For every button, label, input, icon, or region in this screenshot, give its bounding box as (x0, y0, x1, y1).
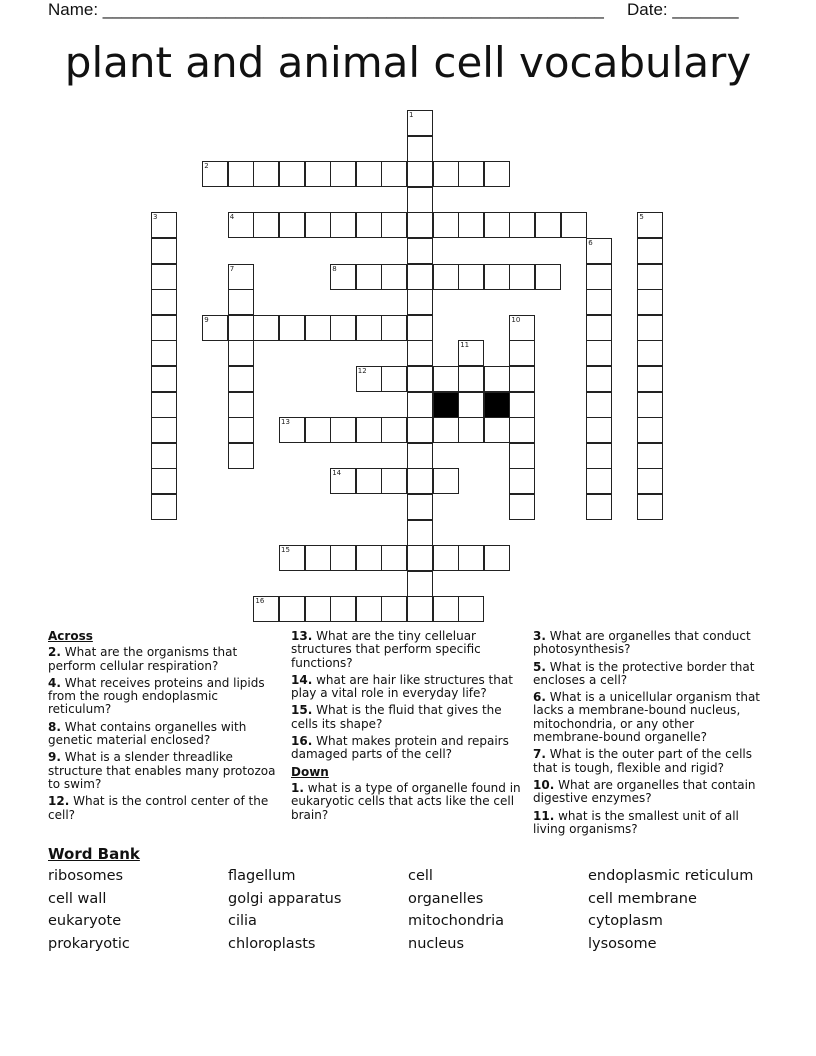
grid-cell[interactable] (228, 315, 254, 341)
grid-cell[interactable] (253, 161, 279, 187)
grid-cell[interactable] (458, 417, 484, 443)
clue-down-6 (533, 691, 765, 744)
grid-cell[interactable] (381, 366, 407, 392)
word-bank-item: lysosome (588, 935, 657, 952)
clue-down-1 (291, 782, 523, 822)
clue-number-label: 1 (409, 111, 414, 119)
grid-cell[interactable] (637, 468, 663, 494)
grid-cell[interactable] (535, 264, 561, 290)
clue-across-12 (48, 795, 280, 822)
word-bank-item: cytoplasm (588, 913, 663, 930)
grid-cell[interactable] (381, 596, 407, 622)
grid-cell[interactable] (407, 366, 433, 392)
grid-cell[interactable] (330, 161, 356, 187)
clue-down-10 (533, 779, 765, 806)
grid-cell[interactable] (637, 315, 663, 341)
clue-text: what is a type of organelle found in eukaryotic cells that acts like the cell brain? (291, 780, 521, 822)
clue-text: What are organelles that contain digestive enzymes? (533, 777, 756, 806)
clue-number: 15. (291, 703, 313, 718)
clue-number-label: 12 (357, 367, 367, 375)
grid-cell[interactable] (151, 494, 177, 520)
clue-number: 14. (291, 672, 313, 687)
grid-cell[interactable] (433, 468, 459, 494)
grid-cell[interactable] (637, 289, 663, 315)
word-bank-item: ribosomes (48, 868, 124, 884)
grid-cell[interactable] (407, 468, 433, 494)
across-heading: Across (48, 629, 93, 643)
clue-number: 1. (291, 780, 304, 795)
grid-cell[interactable] (356, 417, 382, 443)
clue-text: What are the organisms that perform cellular respiration? (48, 645, 238, 673)
grid-cell[interactable] (509, 494, 535, 520)
clue-number: 4. (48, 675, 61, 690)
grid-cell[interactable] (228, 417, 254, 443)
grid-cell[interactable] (356, 545, 382, 571)
grid-cell[interactable] (586, 468, 612, 494)
grid-cell[interactable] (356, 468, 382, 494)
clue-text: what are hair like structures that play a vital role in everyday life? (291, 672, 513, 701)
grid-cell[interactable] (407, 571, 433, 597)
grid-cell[interactable] (151, 264, 177, 290)
grid-cell[interactable] (586, 366, 612, 392)
word-bank-item: cilia (228, 913, 257, 930)
clue-across-16 (291, 735, 523, 762)
clue-number-label: 2 (204, 162, 209, 171)
word-bank-item: chloroplasts (228, 935, 316, 952)
grid-cell[interactable] (458, 161, 484, 187)
grid-cell[interactable] (279, 161, 305, 187)
grid-cell[interactable] (484, 161, 510, 187)
grid-cell[interactable] (458, 212, 484, 238)
grid-cell[interactable] (407, 136, 433, 162)
grid-cell[interactable] (484, 417, 510, 443)
clue-down-3 (533, 630, 765, 657)
clue-number: 8. (48, 719, 61, 734)
clue-number: 5. (533, 659, 546, 674)
clue-number-label: 4 (229, 213, 235, 222)
grid-cell[interactable] (509, 417, 535, 443)
grid-cell[interactable] (151, 468, 177, 494)
grid-cell[interactable] (484, 212, 510, 238)
word-bank-item: cell (408, 868, 433, 884)
clue-across-15 (291, 704, 523, 731)
grid-cell[interactable] (356, 264, 382, 290)
blocked-cell (433, 392, 459, 418)
grid-cell[interactable] (151, 340, 177, 366)
grid-cell[interactable] (407, 392, 433, 418)
grid-cell[interactable] (509, 264, 535, 290)
grid-cell[interactable] (586, 264, 612, 290)
grid-cell[interactable] (586, 315, 612, 341)
grid-cell[interactable] (586, 443, 612, 469)
grid-cell[interactable] (151, 443, 177, 469)
clue-number-label: 9 (204, 315, 209, 324)
grid-cell[interactable] (433, 366, 459, 392)
grid-cell[interactable] (151, 289, 177, 315)
grid-cell[interactable] (586, 289, 612, 315)
name-field[interactable]: Name: _____________________________________________________ (48, 0, 604, 19)
grid-cell[interactable] (458, 264, 484, 290)
word-bank-title: Word Bank (48, 845, 140, 863)
clue-number-label: 6 (588, 239, 593, 247)
clue-across-2 (48, 646, 280, 673)
grid-cell[interactable] (356, 161, 382, 187)
grid-cell[interactable] (509, 366, 535, 392)
clue-text: What is a unicellular organism that lacks a membrane-bound nucleus, mitochondria, or any other membrane-bound organelle? (533, 690, 760, 745)
grid-cell[interactable] (509, 392, 535, 418)
grid-cell[interactable] (586, 340, 612, 366)
word-bank-item: flagellum (228, 868, 296, 884)
clue-number: 6. (533, 690, 546, 705)
clue-number-label: 14 (332, 469, 342, 478)
grid-cell[interactable] (535, 212, 561, 238)
grid-cell[interactable] (433, 264, 459, 290)
grid-cell[interactable] (458, 596, 484, 622)
clue-across-9 (48, 751, 280, 791)
grid-cell[interactable] (458, 366, 484, 392)
grid-cell[interactable] (586, 494, 612, 520)
clue-text: What contains organelles with genetic material enclosed? (48, 719, 247, 748)
clues-column-1 (48, 630, 280, 826)
grid-cell[interactable] (433, 417, 459, 443)
grid-cell[interactable] (407, 264, 433, 290)
grid-cell[interactable] (279, 212, 305, 238)
grid-cell[interactable] (407, 315, 433, 341)
clue-number: 3. (533, 629, 546, 643)
clue-number-label: 11 (460, 341, 470, 350)
clue-number-label: 3 (153, 213, 158, 222)
clue-number-label: 15 (281, 546, 290, 555)
grid-cell[interactable] (637, 238, 663, 264)
word-bank-item: endoplasmic reticulum (588, 868, 754, 884)
clue-number: 10. (533, 777, 555, 792)
clue-down-11 (533, 810, 765, 837)
grid-cell[interactable] (509, 340, 535, 366)
clue-number: 16. (291, 734, 313, 749)
grid-cell[interactable] (407, 212, 433, 238)
blocked-cell (484, 392, 510, 418)
grid-cell[interactable] (637, 392, 663, 418)
grid-cell[interactable] (458, 545, 484, 571)
clue-number-label: 16 (255, 597, 265, 606)
word-bank-item: nucleus (408, 935, 465, 952)
clue-number-label: 8 (332, 264, 337, 273)
clue-number: 2. (48, 645, 61, 660)
grid-cell[interactable] (228, 392, 254, 418)
grid-cell[interactable] (637, 264, 663, 290)
word-bank-item: eukaryote (48, 913, 122, 930)
grid-cell[interactable] (228, 443, 254, 469)
grid-cell[interactable] (330, 596, 356, 622)
grid-cell[interactable] (330, 212, 356, 238)
grid-cell[interactable] (433, 161, 459, 187)
grid-cell[interactable] (484, 366, 510, 392)
clue-text: what is the smallest unit of all living organisms? (533, 808, 739, 836)
grid-cell[interactable] (356, 315, 382, 341)
grid-cell[interactable] (637, 366, 663, 392)
clue-number: 13. (291, 629, 313, 643)
grid-cell[interactable] (381, 468, 407, 494)
clues-column-3 (533, 630, 765, 840)
grid-cell[interactable] (330, 315, 356, 341)
clue-text: What is the outer part of the cells that is tough, flexible and rigid? (533, 747, 752, 775)
grid-cell[interactable] (330, 417, 356, 443)
grid-cell[interactable] (484, 264, 510, 290)
grid-cell[interactable] (228, 289, 254, 315)
grid-cell[interactable] (407, 443, 433, 469)
grid-cell[interactable] (407, 238, 433, 264)
grid-cell[interactable] (637, 494, 663, 520)
clue-number-label: 13 (281, 418, 290, 427)
grid-cell[interactable] (356, 212, 382, 238)
grid-cell[interactable] (228, 161, 254, 187)
grid-cell[interactable] (433, 212, 459, 238)
word-bank-item: mitochondria (408, 913, 505, 930)
grid-cell[interactable] (484, 545, 510, 571)
clue-across-13 (291, 630, 523, 670)
grid-cell[interactable] (305, 161, 331, 187)
grid-cell[interactable] (561, 212, 587, 238)
clue-text: What is the fluid that gives the cells its shape? (291, 703, 502, 731)
grid-cell[interactable] (305, 315, 331, 341)
grid-cell[interactable] (509, 443, 535, 469)
grid-cell[interactable] (637, 417, 663, 443)
grid-cell[interactable] (253, 315, 279, 341)
grid-cell[interactable] (407, 494, 433, 520)
grid-cell[interactable] (381, 545, 407, 571)
clue-number: 9. (48, 750, 61, 765)
grid-cell[interactable] (253, 212, 279, 238)
clue-number-label: 5 (639, 213, 644, 222)
grid-cell[interactable] (509, 212, 535, 238)
grid-cell[interactable] (381, 264, 407, 290)
grid-cell[interactable] (407, 520, 433, 546)
grid-cell[interactable] (151, 366, 177, 392)
grid-cell[interactable] (433, 596, 459, 622)
grid-cell[interactable] (151, 238, 177, 264)
clue-text: What makes protein and repairs damaged parts of the cell? (291, 734, 509, 762)
clue-down-5 (533, 661, 765, 688)
clue-number: 11. (533, 808, 555, 823)
grid-cell[interactable] (330, 545, 356, 571)
grid-cell[interactable] (381, 417, 407, 443)
word-bank-item: cell wall (48, 890, 107, 907)
grid-cell[interactable] (433, 545, 459, 571)
puzzle-title: plant and animal cell vocabulary (64, 38, 752, 87)
clue-text: What is a slender threadlike structure that enables many protozoa to swim? (48, 750, 276, 791)
clue-number-label: 10 (511, 315, 521, 324)
clue-number: 12. (48, 794, 70, 809)
grid-cell[interactable] (458, 392, 484, 418)
grid-cell[interactable] (305, 212, 331, 238)
grid-cell[interactable] (228, 366, 254, 392)
word-bank-item: golgi apparatus (228, 890, 342, 907)
clue-text: What is the protective border that encloses a cell? (533, 659, 755, 687)
grid-cell[interactable] (356, 596, 382, 622)
clue-across-14 (291, 674, 523, 701)
word-bank-item: cell membrane (588, 890, 697, 907)
grid-cell[interactable] (279, 315, 305, 341)
clue-text: What are organelles that conduct photosynthesis? (533, 629, 751, 657)
clue-text: What are the tiny celleluar structures that perform specific functions? (291, 629, 481, 670)
grid-cell[interactable] (151, 417, 177, 443)
word-bank-item: organelles (408, 890, 484, 907)
grid-cell[interactable] (381, 212, 407, 238)
clue-number-label: 7 (229, 264, 235, 273)
grid-cell[interactable] (151, 392, 177, 418)
grid-cell[interactable] (407, 417, 433, 443)
clue-number: 7. (533, 747, 546, 762)
clue-text: What receives proteins and lipids from the rough endoplasmic reticulum? (48, 675, 265, 717)
clue-text: What is the control center of the cell? (48, 794, 269, 822)
grid-cell[interactable] (407, 161, 433, 187)
grid-cell[interactable] (228, 340, 254, 366)
grid-cell[interactable] (407, 289, 433, 315)
grid-cell[interactable] (381, 315, 407, 341)
grid-cell[interactable] (637, 340, 663, 366)
clue-down-7 (533, 748, 765, 775)
grid-cell[interactable] (509, 468, 535, 494)
date-field[interactable]: Date: _______ (627, 0, 739, 19)
grid-cell[interactable] (305, 545, 331, 571)
word-bank-item: prokaryotic (48, 935, 130, 952)
grid-cell[interactable] (637, 443, 663, 469)
clue-across-8 (48, 721, 280, 748)
grid-cell[interactable] (305, 417, 331, 443)
grid-cell[interactable] (407, 596, 433, 622)
grid-cell[interactable] (279, 596, 305, 622)
down-heading: Down (291, 764, 329, 779)
clues-column-2 (291, 630, 523, 826)
grid-cell[interactable] (407, 545, 433, 571)
grid-cell[interactable] (407, 340, 433, 366)
grid-cell[interactable] (586, 417, 612, 443)
grid-cell[interactable] (151, 315, 177, 341)
grid-cell[interactable] (586, 392, 612, 418)
grid-cell[interactable] (407, 187, 433, 213)
clue-across-4 (48, 677, 280, 717)
grid-cell[interactable] (381, 161, 407, 187)
grid-cell[interactable] (305, 596, 331, 622)
